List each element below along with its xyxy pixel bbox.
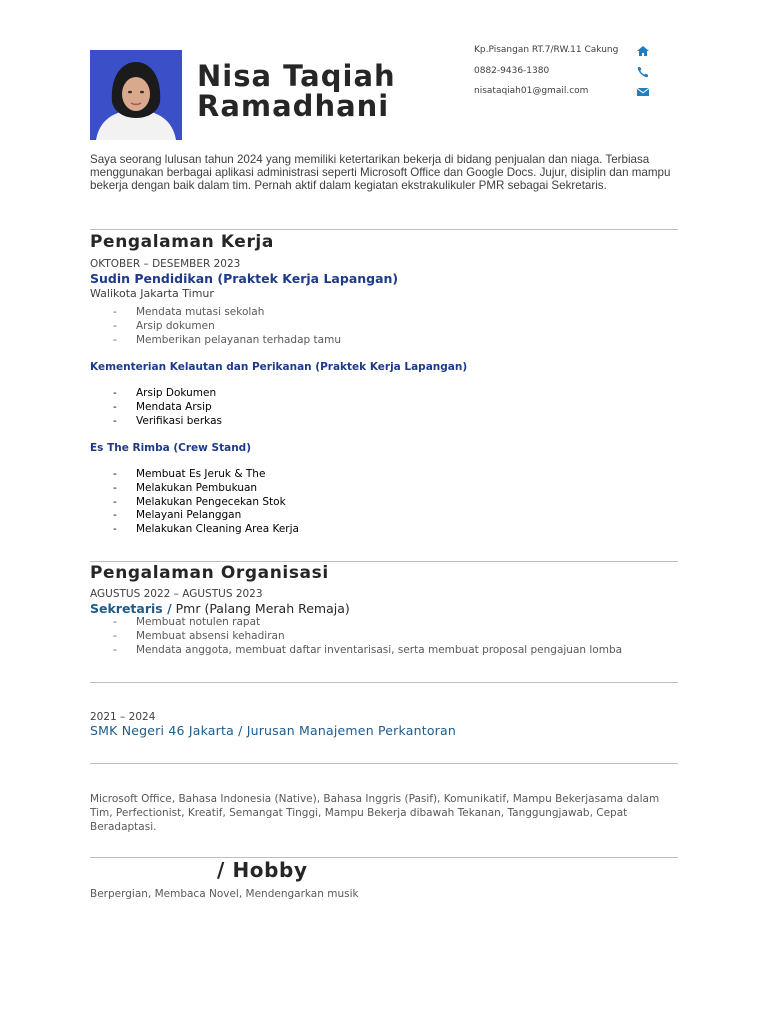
list-marker: - (113, 333, 117, 346)
list-marker: - (113, 319, 117, 332)
contact-phone: 0882-9436-1380 (474, 66, 550, 76)
section-divider (90, 561, 678, 562)
list-item: - Melakukan Pengecekan Stok (113, 495, 286, 508)
hobby-heading: / Hobby (217, 858, 308, 882)
job-task-list (113, 306, 341, 347)
list-item: - Membuat absensi kehadiran (113, 629, 285, 642)
list-marker: - (113, 629, 117, 642)
list-marker: - (113, 616, 117, 628)
section-divider (90, 229, 678, 230)
list-marker: - (113, 387, 117, 399)
list-item: - Mendata mutasi sekolah (113, 306, 265, 318)
hobby-text: Berpergian, Membaca Novel, Mendengarkan musik (90, 888, 359, 900)
education-school: SMK Negeri 46 Jakarta / Jurusan Manajemen Perkantoran (90, 723, 456, 738)
role-label: Sekretaris / (90, 601, 172, 616)
list-marker: - (113, 509, 117, 522)
job-date: OKTOBER – DESEMBER 2023 (90, 258, 241, 270)
contact-address: Kp.Pisangan RT.7/RW.11 Cakung (474, 45, 619, 55)
list-item: - Verifikasi berkas (113, 414, 222, 427)
list-item: - Arsip dokumen (113, 319, 215, 332)
job-company: Walikota Jakarta Timur (90, 287, 214, 300)
profile-photo (90, 50, 182, 140)
profile-summary: Saya seorang lulusan tahun 2024 yang memiliki ketertarikan bekerja di bidang penjualan dan niaga. Terbiasa menggunakan berbagai aplikasi administrasi seperti Microsoft Office dan Google Docs. Jujur, disiplin dan mampu bekerja dengan baik dalam tim. Pernah aktif dalam kegiatan ekstrakulikuler PMR sebagai Sekretaris. (90, 153, 671, 192)
email-icon (636, 83, 650, 95)
experience-heading: Pengalaman Kerja (90, 232, 274, 252)
organization-heading: Pengalaman Organisasi (90, 563, 329, 583)
name-line-2: Ramadhani (197, 89, 390, 123)
section-divider (90, 682, 678, 683)
list-item: - Membuat Es Jeruk & The (113, 468, 266, 480)
home-icon (636, 42, 650, 54)
list-item: - Melakukan Cleaning Area Kerja (113, 523, 299, 536)
section-divider (90, 857, 678, 858)
job-task-list (113, 387, 222, 428)
list-item: - Membuat notulen rapat (113, 616, 261, 628)
organization-date: AGUSTUS 2022 – AGUSTUS 2023 (90, 588, 263, 600)
skills-text: Microsoft Office, Bahasa Indonesia (Native), Bahasa Inggris (Pasif), Komunikatif, Mampu Bekerjasama dalam Tim, Perfectionist, Kreatif, Semangat Tinggi, Mampu Bekerja dibawah Tekanan, Tanggungjawab, Cepat Beradaptasi. (90, 793, 660, 833)
list-item: - Memberikan pelayanan terhadap tamu (113, 333, 341, 346)
organization-task-list (113, 616, 622, 657)
list-marker: - (113, 643, 117, 656)
list-marker: - (113, 468, 117, 480)
name-line-1: Nisa Taqiah (197, 59, 396, 93)
candidate-name (197, 61, 396, 121)
contact-email[interactable]: nisataqiah01@gmail.com (474, 86, 589, 96)
section-divider (90, 763, 678, 764)
organization-role (90, 601, 350, 616)
list-item: - Mendata Arsip (113, 400, 212, 413)
list-marker: - (113, 495, 117, 508)
list-marker: - (113, 481, 117, 494)
list-marker: - (113, 400, 117, 413)
list-item: - Arsip Dokumen (113, 387, 217, 399)
education-date: 2021 – 2024 (90, 711, 156, 723)
list-marker: - (113, 306, 117, 318)
organization-name: Pmr (Palang Merah Remaja) (171, 601, 350, 616)
job-title: Kementerian Kelautan dan Perikanan (Praktek Kerja Lapangan) (90, 361, 468, 373)
phone-icon (636, 63, 650, 75)
list-marker: - (113, 414, 117, 427)
job-title: Sudin Pendidikan (Praktek Kerja Lapangan) (90, 271, 399, 286)
job-title: Es The Rimba (Crew Stand) (90, 442, 251, 454)
job-task-list (113, 468, 299, 537)
list-marker: - (113, 523, 117, 536)
list-item: - Mendata anggota, membuat daftar inventarisasi, serta membuat proposal pengajuan lomba (113, 643, 623, 656)
list-item: - Melakukan Pembukuan (113, 481, 258, 494)
list-item: - Melayani Pelanggan (113, 509, 242, 522)
